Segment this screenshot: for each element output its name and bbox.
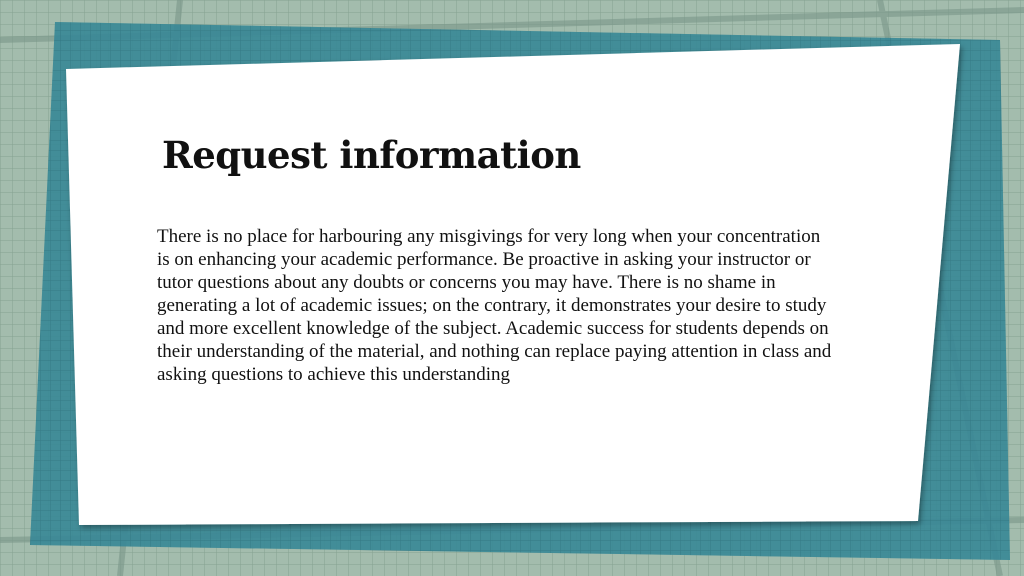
- slide-body-text: There is no place for harbouring any misgivings for very long when your concentration is on enhancing your academic performance. Be proactive in asking your instructor or tutor questions about any doubts or concerns you may have. There is no shame in generating a lot of academic issues; on the contrary, it demonstrates your desire to study and more excellent knowledge of the subject. Academic success for students depends on their understanding of the material, and nothing can replace paying attention in class and asking questions to achieve this understanding: [157, 226, 832, 385]
- slide-title: Request information: [162, 133, 581, 177]
